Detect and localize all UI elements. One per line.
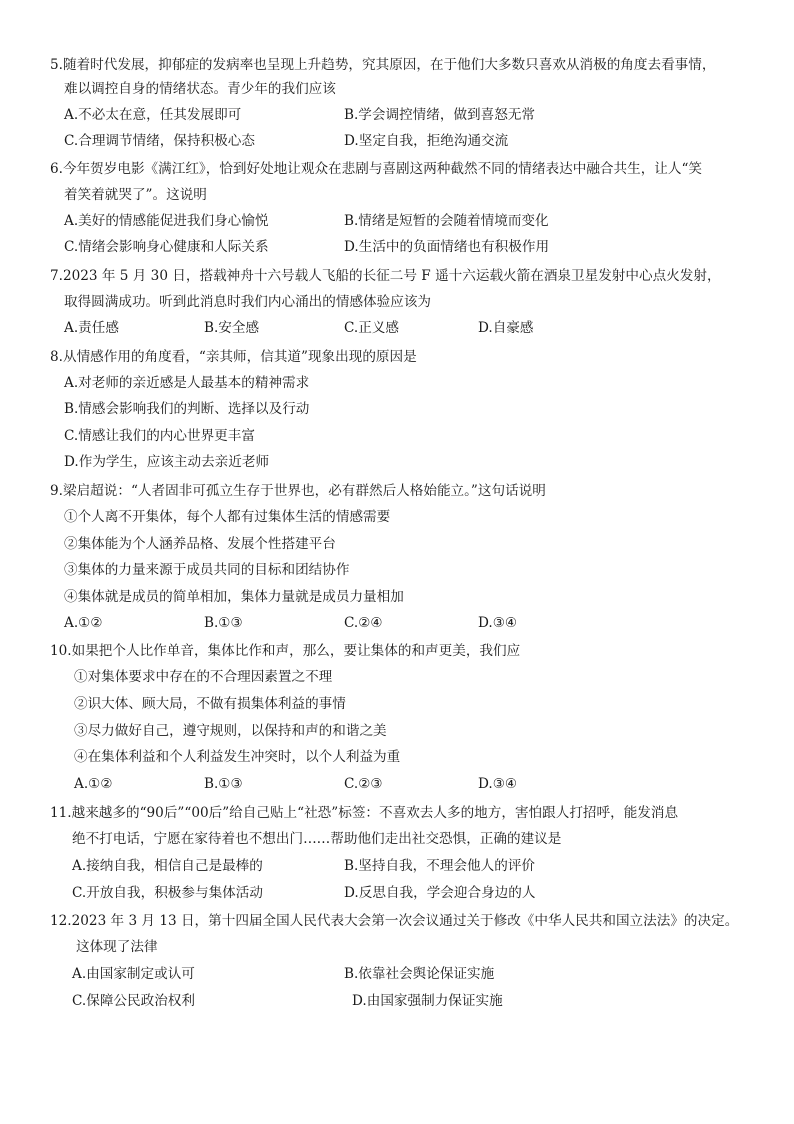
q6-stem-line2: 着笑着就哭了”。这说明 (64, 187, 207, 203)
q11-option-a: A.接纳自我，相信自己是最棒的 (72, 858, 263, 874)
q10-statement-4: ④在集体利益和个人利益发生冲突时，以个人利益为重 (74, 749, 401, 765)
q7-stem-line1: 7.2023 年 5 月 30 日，搭载神舟十六号载人飞船的长征二号 F 遥十六运载火箭在酒泉卫星发射中心点火发射， (50, 268, 721, 284)
q8-option-d: D.作为学生，应该主动去亲近老师 (64, 454, 270, 470)
q12-option-d: D.由国家强制力保证实施 (352, 993, 503, 1009)
q9-option-a: A.①② (64, 615, 103, 631)
q7-option-b: B.安全感 (204, 320, 260, 336)
q10-statement-1: ①对集体要求中存在的不合理因素置之不理 (74, 669, 333, 685)
q8-option-a: A.对老师的亲近感是人最基本的精神需求 (64, 375, 310, 391)
q10-option-a: A.①② (74, 776, 113, 792)
q11-stem-line1: 11.越来越多的“90后”“00后”给自己贴上“社恐”标签：不喜欢去人多的地方，害怕跟人打招呼，能发消息 (50, 805, 679, 821)
q10-stem-line1: 10.如果把个人比作单音，集体比作和声，那么，要让集体的和声更美，我们应 (50, 643, 521, 659)
q9-option-b: B.①③ (204, 615, 243, 631)
q5-stem-line1: 5.随着时代发展，抑郁症的发病率也呈现上升趋势，究其原因，在于他们大多数只喜欢从消极的角度去看事情， (50, 57, 716, 73)
q6-option-d: D.生活中的负面情绪也有积极作用 (344, 239, 550, 255)
q6-option-b: B.情绪是短暂的会随着情境而变化 (344, 213, 549, 229)
q9-statement-4: ④集体就是成员的简单相加，集体力量就是成员力量相加 (64, 589, 404, 605)
q12-option-b: B.依靠社会舆论保证实施 (344, 966, 495, 982)
q7-stem-line2: 取得圆满成功。听到此消息时我们内心涌出的情感体验应该为 (64, 294, 432, 310)
q8-stem-line1: 8.从情感作用的角度看，“亲其师，信其道”现象出现的原因是 (50, 349, 417, 365)
q11-option-d: D.反思自我，学会迎合身边的人 (344, 885, 536, 901)
q9-statement-3: ③集体的力量来源于成员共同的目标和团结协作 (64, 562, 350, 578)
q10-option-c: C.②③ (344, 776, 383, 792)
q9-option-d: D.③④ (478, 615, 518, 631)
q6-stem-line1: 6.今年贺岁电影《满江红》，恰到好处地让观众在悲剧与喜剧这两种截然不同的情绪表达中融合共生，让人“笑 (50, 161, 703, 177)
q8-option-c: C.情感让我们的内心世界更丰富 (64, 428, 255, 444)
q10-option-b: B.①③ (204, 776, 243, 792)
q12-stem-line2: 这体现了法律 (76, 939, 158, 955)
q5-option-c: C.合理调节情绪，保持积极心态 (64, 133, 255, 149)
q6-option-c: C.情绪会影响身心健康和人际关系 (64, 239, 269, 255)
q9-statement-2: ②集体能为个人涵养品格、发展个性搭建平台 (64, 536, 336, 552)
q5-option-a: A.不必太在意，任其发展即可 (64, 107, 242, 123)
q6-option-a: A.美好的情感能促进我们身心愉悦 (64, 213, 269, 229)
q10-option-d: D.③④ (478, 776, 518, 792)
q11-option-b: B.坚持自我，不理会他人的评价 (344, 858, 536, 874)
q12-option-a: A.由国家制定或认可 (72, 966, 195, 982)
q12-stem-line1: 12.2023 年 3 月 13 日，第十四届全国人民代表大会第一次会议通过关于修改《中华人民共和国立法法》的决定。 (50, 913, 739, 929)
q10-statement-2: ②识大体、顾大局，不做有损集体利益的事情 (74, 696, 346, 712)
q7-option-a: A.责任感 (64, 320, 119, 336)
q9-stem-line1: 9.梁启超说：“人者固非可孤立生存于世界也，必有群然后人格始能立。”这句话说明 (50, 483, 546, 499)
q11-stem-line2: 绝不打电话，宁愿在家待着也不想出门……帮助他们走出社交恐惧，正确的建议是 (72, 831, 562, 847)
q12-option-c: C.保障公民政治权利 (72, 993, 195, 1009)
q7-option-d: D.自豪感 (478, 320, 534, 336)
q9-option-c: C.②④ (344, 615, 383, 631)
q10-statement-3: ③尽力做好自己，遵守规则，以保持和声的和谐之美 (74, 723, 387, 739)
q5-stem-line2: 难以调控自身的情绪状态。青少年的我们应该 (64, 81, 336, 97)
q9-statement-1: ①个人离不开集体，每个人都有过集体生活的情感需要 (64, 509, 391, 525)
q5-option-b: B.学会调控情绪，做到喜怒无常 (344, 107, 536, 123)
q5-option-d: D.坚定自我，拒绝沟通交流 (344, 133, 509, 149)
q7-option-c: C.正义感 (344, 320, 400, 336)
q8-option-b: B.情感会影响我们的判断、选择以及行动 (64, 401, 310, 417)
q11-option-c: C.开放自我，积极参与集体活动 (72, 885, 263, 901)
